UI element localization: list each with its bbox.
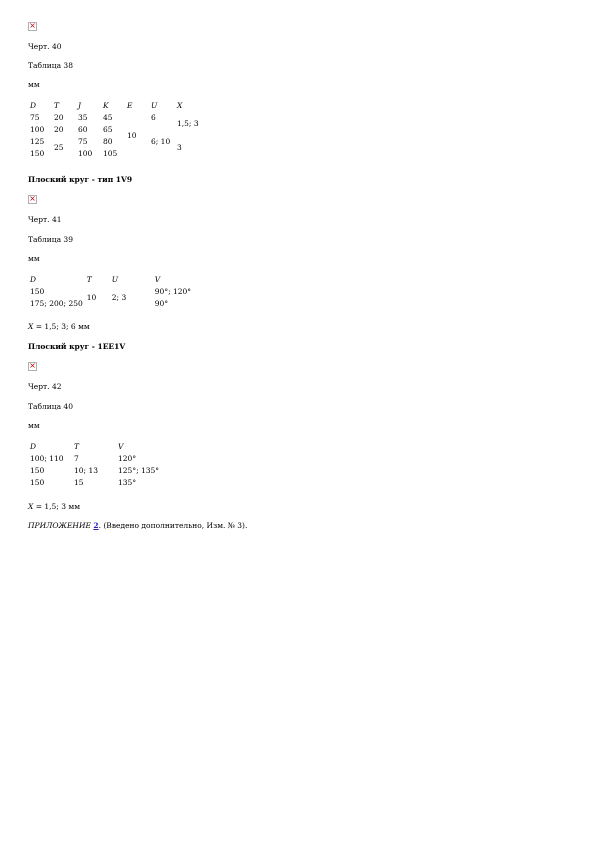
- appendix-link[interactable]: 2: [93, 521, 99, 530]
- section-heading: Плоский круг - тип 1V9: [28, 175, 133, 184]
- table-cell: 6: [151, 113, 156, 122]
- table-cell: 150: [30, 466, 45, 475]
- table-cell: 100: [78, 149, 93, 158]
- table-header-row: [26, 274, 191, 286]
- col-header: T: [86, 275, 92, 284]
- table-header-row: [26, 100, 199, 112]
- note-label: X: [28, 502, 34, 511]
- table-cell: 120°: [118, 454, 137, 463]
- table-cell: 125: [30, 137, 45, 146]
- table-cell: 2; 3: [111, 293, 127, 302]
- appendix-prefix: ПРИЛОЖЕНИЕ: [28, 521, 94, 530]
- col-header: V: [118, 442, 124, 451]
- note-line: [28, 502, 80, 512]
- table-cell: 150: [30, 287, 45, 296]
- figure-caption: Черт. 41: [28, 215, 62, 224]
- table-cell: 135°: [118, 478, 137, 487]
- table-38: [26, 100, 199, 160]
- unit-label: мм: [28, 421, 40, 430]
- figure-caption: Черт. 40: [28, 42, 62, 51]
- col-header: V: [154, 275, 161, 284]
- table-cell: 7: [74, 454, 79, 463]
- unit-label: мм: [28, 80, 40, 89]
- table-cell: 175; 200; 250: [30, 299, 83, 308]
- table-title: Таблица 39: [28, 235, 73, 244]
- table-cell: 80: [103, 137, 113, 146]
- col-header: J: [78, 101, 82, 110]
- figure-caption: Черт. 42: [28, 382, 62, 391]
- table-cell: 10: [86, 293, 97, 302]
- table-row: [26, 453, 159, 465]
- col-header: K: [103, 101, 109, 110]
- table-cell: 20: [54, 125, 64, 134]
- table-cell: 65: [103, 125, 113, 134]
- unit-label: мм: [28, 254, 40, 263]
- broken-image-icon: [28, 362, 37, 371]
- col-header: D: [30, 275, 37, 284]
- table-cell: 100; 110: [30, 454, 64, 463]
- col-header: D: [30, 101, 37, 110]
- table-cell: 15: [74, 478, 84, 487]
- table-cell: 100: [30, 125, 45, 134]
- table-cell: 60: [78, 125, 88, 134]
- table-cell: 90°: [154, 299, 169, 308]
- table-title: Таблица 40: [28, 402, 73, 411]
- col-header: E: [127, 101, 133, 110]
- table-cell: 45: [103, 113, 113, 122]
- table-39: [26, 274, 191, 310]
- broken-image-icon: [28, 22, 37, 31]
- table-row: [26, 477, 159, 489]
- table-cell: 35: [78, 113, 88, 122]
- note-value: = 1,5; 3; 6 мм: [33, 322, 90, 331]
- table-cell: 90°; 120°: [154, 287, 192, 296]
- table-cell: 105: [103, 149, 118, 158]
- col-header: T: [54, 101, 60, 110]
- table-40: [26, 441, 159, 489]
- col-header: X: [177, 101, 183, 110]
- table-header-row: [26, 441, 159, 453]
- note-value: = 1,5; 3 мм: [33, 502, 81, 511]
- col-header: U: [151, 101, 158, 110]
- table-row: [26, 124, 199, 136]
- broken-image-icon: [28, 195, 37, 204]
- table-cell: 10; 13: [74, 466, 98, 475]
- table-cell: 6; 10: [151, 137, 171, 146]
- section-heading: Плоский круг - 1EE1V: [28, 342, 126, 351]
- table-cell: 1,5; 3: [177, 119, 199, 128]
- col-header: U: [111, 275, 119, 284]
- table-cell: 20: [54, 113, 64, 122]
- table-cell: 75: [78, 137, 88, 146]
- table-row: [26, 136, 199, 148]
- table-cell: 3: [177, 143, 182, 152]
- appendix-suffix: . (Введено дополнительно, Изм. № 3).: [98, 521, 248, 530]
- col-header: D: [30, 442, 37, 451]
- table-row: [26, 465, 159, 477]
- table-cell: 10: [127, 131, 137, 140]
- table-cell: 75: [30, 113, 40, 122]
- appendix-note: [28, 521, 247, 531]
- note-line: [28, 322, 90, 332]
- table-cell: 150: [30, 149, 45, 158]
- table-row: [26, 286, 191, 298]
- col-header: T: [74, 442, 80, 451]
- table-title: Таблица 38: [28, 61, 73, 70]
- table-cell: 150: [30, 478, 45, 487]
- table-cell: 25: [54, 143, 64, 152]
- note-label: X: [28, 322, 34, 331]
- table-cell: 125°; 135°: [118, 466, 160, 475]
- table-row: [26, 112, 199, 124]
